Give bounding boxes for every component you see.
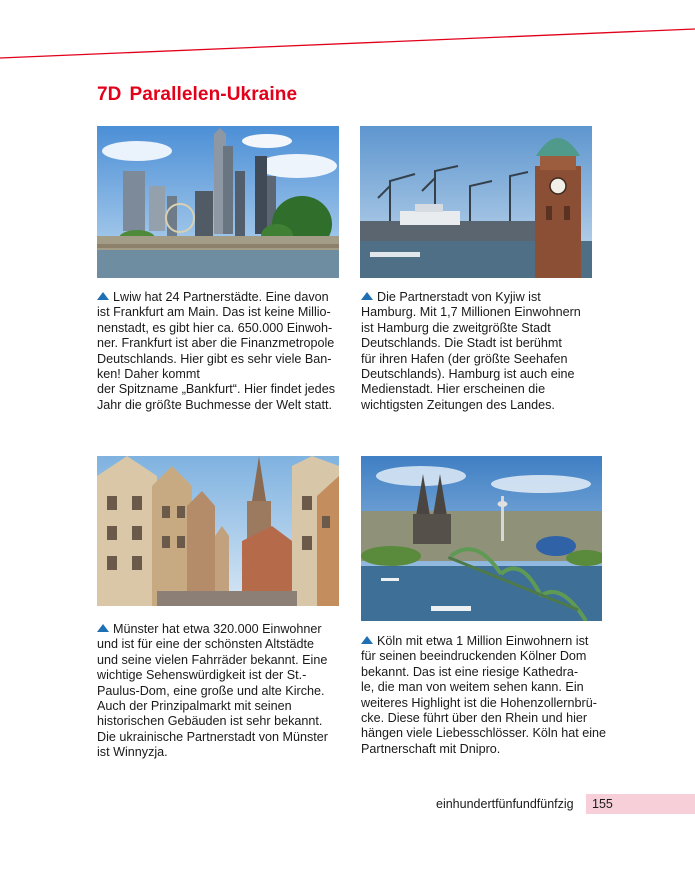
caption-line: Jahr die größte Buchmesse der Welt statt. — [97, 397, 332, 412]
caption-line: und ist für eine der schönsten Altstädte — [97, 637, 315, 652]
caption-line: Lwiw hat 24 Partnerstädte. Eine davon — [113, 290, 329, 304]
header-rule — [0, 0, 695, 70]
caption-line: ken! Daher kommt — [97, 367, 200, 382]
caption-line: und seine vielen Fahrräder bekannt. Eine — [97, 652, 328, 667]
caption-line: cke. Diese führt über den Rhein und hier — [361, 711, 588, 726]
page-number: 155 — [592, 797, 613, 811]
caption-line: bekannt. Das ist eine riesige Kathedra- — [361, 664, 579, 679]
caption-line: le, die man von weitem sehen kann. Ein — [361, 680, 584, 695]
caption-line: Auch der Prinzipalmarkt mit seinen — [97, 699, 292, 714]
caption-line: hängen viele Liebesschlösser. Köln hat eine — [361, 726, 607, 741]
photo-koeln — [361, 456, 602, 621]
caption-line: ist Hamburg die zweitgrößte Stadt — [361, 320, 551, 335]
caption-line: ist Frankfurt am Main. Das ist keine Millio- — [97, 305, 331, 320]
caption-line: weiteres Highlight ist die Hohenzollernbrü- — [361, 695, 597, 710]
triangle-marker-icon — [97, 292, 109, 300]
caption-line: nenstadt, es gibt hier ca. 650.000 Einwoh- — [97, 320, 333, 335]
photo-hamburg — [360, 126, 592, 278]
caption-line: wichtigsten Zeitungen des Landes. — [361, 397, 555, 412]
caption-koeln — [361, 634, 616, 757]
caption-line: historischen Gebäuden ist sehr bekannt. — [97, 714, 323, 729]
triangle-marker-icon — [361, 636, 373, 644]
caption-line: Die Partnerstadt von Kyjiw ist — [377, 290, 541, 304]
caption-frankfurt — [97, 290, 347, 413]
caption-line: Partnerschaft mit Dnipro. — [361, 741, 501, 756]
caption-line: ner. Frankfurt ist aber die Finanzmetropole — [97, 336, 335, 351]
caption-line: ist Winnyzja. — [97, 745, 168, 760]
photo-frankfurt — [97, 126, 339, 278]
section-title — [97, 84, 297, 106]
caption-muenster — [97, 622, 352, 761]
caption-line: der Spitzname „Bankfurt“. Hier findet jedes — [97, 382, 335, 397]
caption-line: Hamburg. Mit 1,7 Millionen Einwohnern — [361, 305, 581, 320]
footer-page-words: einhundertfünfundfünfzig — [436, 797, 574, 811]
caption-line: Deutschlands. Hier gibt es sehr viele Ban- — [97, 351, 332, 366]
section-title-text: Parallelen-Ukraine — [129, 84, 298, 105]
caption-hamburg — [361, 290, 611, 413]
triangle-marker-icon — [361, 292, 373, 300]
caption-line: Deutschlands). Hamburg ist auch eine — [361, 367, 575, 382]
caption-line: Köln mit etwa 1 Million Einwohnern ist — [377, 634, 589, 648]
caption-line: Paulus-Dom, eine große und alte Kirche. — [97, 683, 325, 698]
photo-muenster — [97, 456, 339, 606]
caption-line: Die ukrainische Partnerstadt von Münster — [97, 729, 328, 744]
section-code: 7D — [97, 84, 122, 105]
caption-line: Münster hat etwa 320.000 Einwohner — [113, 622, 322, 636]
caption-line: Medienstadt. Hier erscheinen die — [361, 382, 546, 397]
caption-line: wichtige Sehenswürdigkeit ist der St.- — [97, 668, 307, 683]
caption-line: Deutschlands. Die Stadt ist berühmt — [361, 336, 562, 351]
caption-line: für seinen beeindruckenden Kölner Dom — [361, 649, 587, 664]
triangle-marker-icon — [97, 624, 109, 632]
caption-line: für ihren Hafen (der größte Seehafen — [361, 351, 568, 366]
